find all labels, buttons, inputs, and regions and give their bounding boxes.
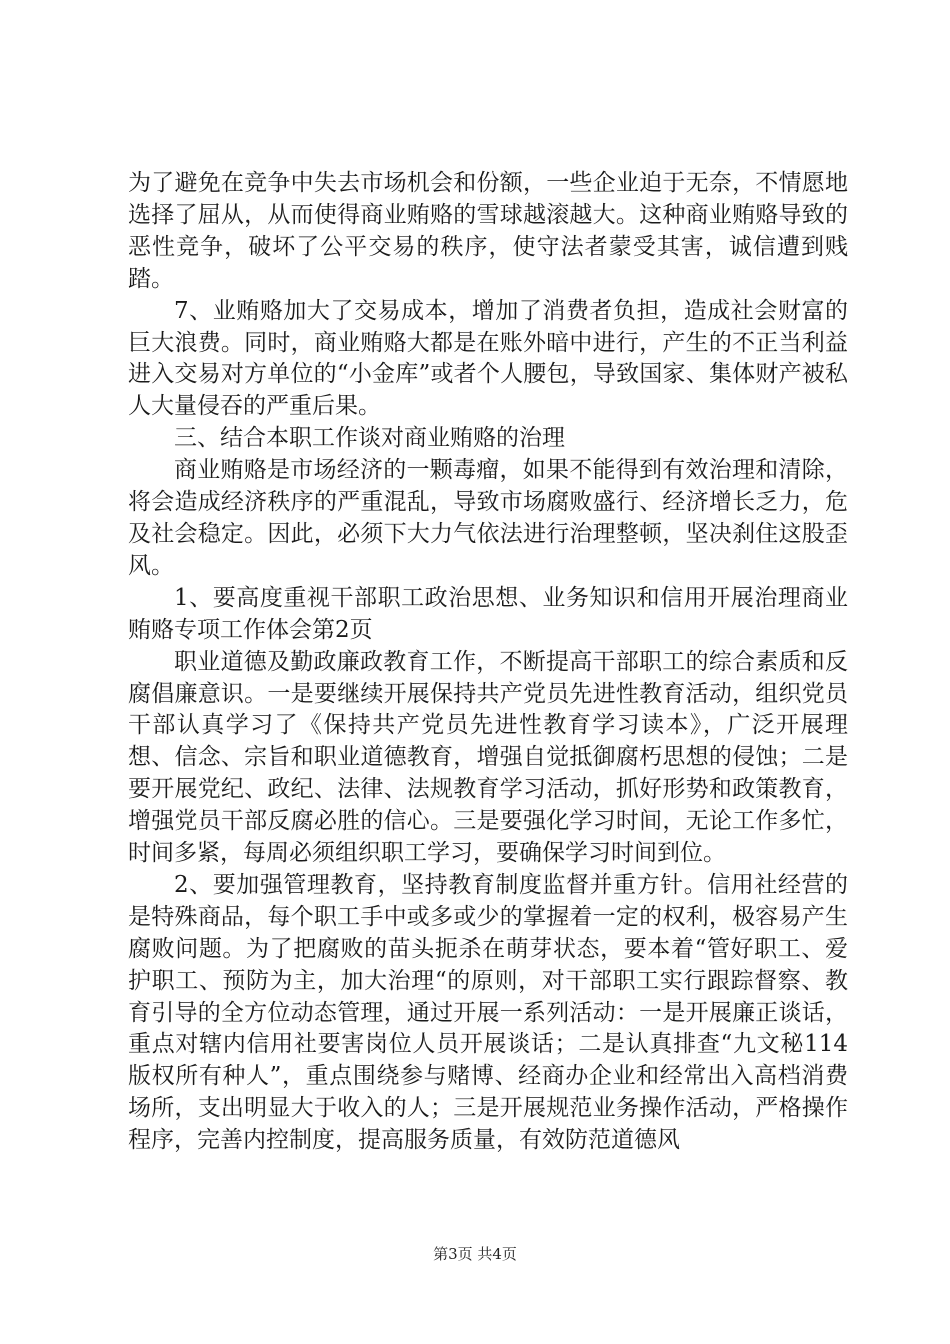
paragraph-item-2: 2、要加强管理教育，坚持教育制度监督并重方针。信用社经营的是特殊商品，每个职工手中或多或少的掌握着一定的权利，极容易产生腐败问题。为了把腐败的苗头扼杀在萌芽状态，要本着“管好职工、爱护职工、预防为主，加大治理“的原则，对干部职工实行跟踪督察、教育引导的全方位动态管理，通过开展一系列活动：一是开展廉正谈话，重点对辖内信用社要害岗位人员开展谈话；二是认真排查“九文秘114版权所有种人”，重点围绕参与赌博、经商办企业和经常出入高档消费场所，支出明显大于收入的人；三是开展规范业务操作活动，严格操作程序，完善内控制度，提高服务质量，有效防范道德风: [128, 871, 848, 1154]
paragraph-item-7: 7、业贿赂加大了交易成本，增加了消费者负担，造成社会财富的巨大浪费。同时，商业贿赂大都是在账外暗中进行，产生的不正当利益进入交易对方单位的“小金库”或者个人腰包，导致国家、集体财产被私人大量侵吞的严重后果。: [128, 297, 848, 420]
paragraph-item-1-body: 职业道德及勤政廉政教育工作，不断提高干部职工的综合素质和反腐倡廉意识。一是要继续开展保持共产党员先进性教育活动，组织党员干部认真学习了《保持共产党员先进性教育学习读本》，广泛开展理想、信念、宗旨和职业道德教育，增强自觉抵御腐朽思想的侵蚀；二是要开展党纪、政纪、法律、法规教育学习活动，抓好形势和政策教育，增强党员干部反腐必胜的信心。三是要强化学习时间，无论工作多忙，时间多紧，每周必须组织职工学习，要确保学习时间到位。: [128, 648, 848, 867]
page-footer: 第3页 共4页: [433, 1245, 517, 1263]
paragraph-item-1: 1、要高度重视干部职工政治思想、业务知识和信用开展治理商业贿赂专项工作体会第2页: [128, 584, 848, 643]
section-heading-3: 三、结合本职工作谈对商业贿赂的治理: [174, 425, 565, 452]
paragraph-continuation: 为了避免在竞争中失去市场机会和份额，一些企业迫于无奈，不情愿地选择了屈从，从而使得商业贿赂的雪球越滚越大。这种商业贿赂导致的恶性竞争，破坏了公平交易的秩序，使守法者蒙受其害，诚信遭到贱踏。: [128, 170, 848, 292]
document-body: [128, 168, 848, 1157]
paragraph-intro: 商业贿赂是市场经济的一颗毒瘤，如果不能得到有效治理和清除，将会造成经济秩序的严重混乱，导致市场腐败盛行、经济增长乏力，危及社会稳定。因此，必须下大力气依法进行治理整顿，坚决刹住这股歪风。: [128, 457, 848, 579]
